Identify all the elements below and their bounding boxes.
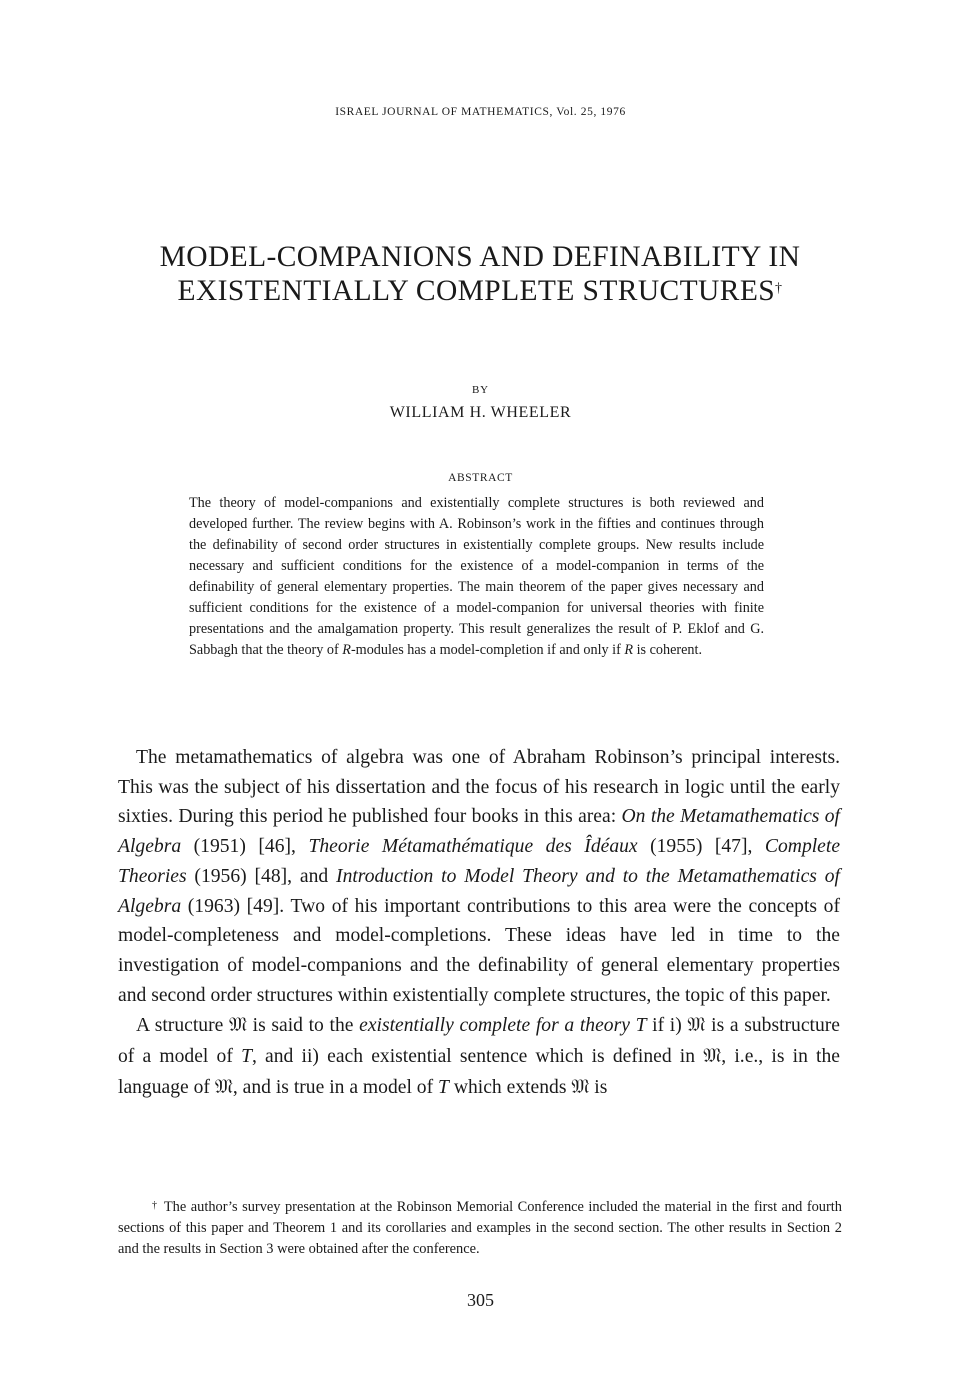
text-run: if i): [646, 1015, 688, 1037]
abstract-text-part: is coherent.: [633, 642, 703, 658]
book-title: Theorie Métamathématique des Îdéaux: [308, 836, 638, 858]
fraktur-m-symbol: 𝔐: [214, 1074, 233, 1098]
author-name: WILLIAM H. WHEELER: [389, 404, 572, 421]
var-t: T: [438, 1076, 449, 1098]
text-run: (1951) [46],: [181, 836, 309, 858]
paper-title: [60, 240, 900, 308]
byline-by: BY: [472, 384, 489, 396]
abstract-text-part: -modules has a model-completion if and only if: [350, 642, 625, 658]
text-run: is a substructure of a model of: [118, 1015, 840, 1068]
fraktur-m-symbol: 𝔐: [228, 1013, 247, 1037]
text-run: is said to the: [246, 1015, 360, 1037]
footnote-dagger: †: [152, 1200, 158, 1211]
abstract-text: [189, 493, 764, 661]
book-title: On the Metamathematics of Algebra: [118, 806, 841, 858]
footnote-body: The author’s survey presentation at the Robinson Memorial Conference included the material in the first and fourth sections of this paper and Theorem 1 and its corollaries and examples in the second section. The other results in Section 2 and the results in Section 3 were obtained after the conference.: [118, 1199, 842, 1257]
fraktur-m-symbol: 𝔐: [703, 1044, 722, 1068]
paragraph-1: [118, 743, 840, 1010]
title-line-2: EXISTENTIALLY COMPLETE STRUCTURES: [177, 275, 776, 307]
defined-term: existentially complete for a theory T: [359, 1015, 647, 1037]
text-run: , i.e., is in the language of: [118, 1046, 840, 1098]
abstract-heading: ABSTRACT: [448, 472, 513, 484]
text-run: which extends: [448, 1076, 572, 1098]
fraktur-m-symbol: 𝔐: [687, 1013, 706, 1037]
text-run: , and is true in a model of: [232, 1076, 439, 1098]
fraktur-m-symbol: 𝔐: [571, 1074, 590, 1098]
paragraph-2: [118, 1010, 840, 1102]
abstract-var-r: R: [342, 642, 351, 658]
body-text: [118, 743, 840, 1102]
running-head: ISRAEL JOURNAL OF MATHEMATICS, Vol. 25, 1976: [335, 106, 626, 118]
text-run: A structure: [136, 1015, 229, 1037]
page-number: 305: [467, 1290, 494, 1310]
book-title: Introduction to Model Theory and to the Metamathematics of Algebra: [118, 865, 840, 917]
footnote: [118, 1197, 842, 1260]
var-t: T: [241, 1046, 252, 1068]
abstract-var-r: R: [624, 642, 634, 658]
text-run: is: [589, 1076, 608, 1098]
text-run: The metamathematics of algebra was one of Abraham Robinson’s principal interests. This was the subject of his dissertation and the focus of his research in logic until the early sixties. During this period he published four books in this area:: [118, 747, 840, 828]
title-line-1: MODEL-COMPANIONS AND DEFINABILITY IN: [159, 241, 801, 273]
text-run: (1963) [49]. Two of his important contributions to this area were the concepts of model-completeness and model-completions. These ideas have led in time to the investigation of model-companions and the definability of general elementary properties and second order structures within existentially complete structures, the topic of this paper.: [118, 895, 840, 1006]
abstract-text-part: The theory of model-companions and existentially complete structures is both reviewed and developed further. The review begins with A. Robinson’s work in the fifties and continues through the definability of second order structures in existentially complete groups. New results include necessary and sufficient conditions for the existence of a model-companion in terms of the definability of general elementary properties. The main theorem of the paper gives necessary and sufficient conditions for the existence of a model-companion for universal theories with finite presentations and the amalgamation property. This result generalizes the result of P. Eklof and G. Sabbagh that the theory of: [189, 495, 764, 658]
text-run: (1956) [48], and: [186, 865, 337, 887]
title-dagger: †: [775, 281, 783, 296]
book-title: Complete Theories: [118, 836, 841, 887]
text-run: (1955) [47],: [637, 836, 765, 858]
footnote-text: [118, 1197, 842, 1260]
text-run: , and ii) each existential sentence which is defined in: [251, 1046, 704, 1068]
